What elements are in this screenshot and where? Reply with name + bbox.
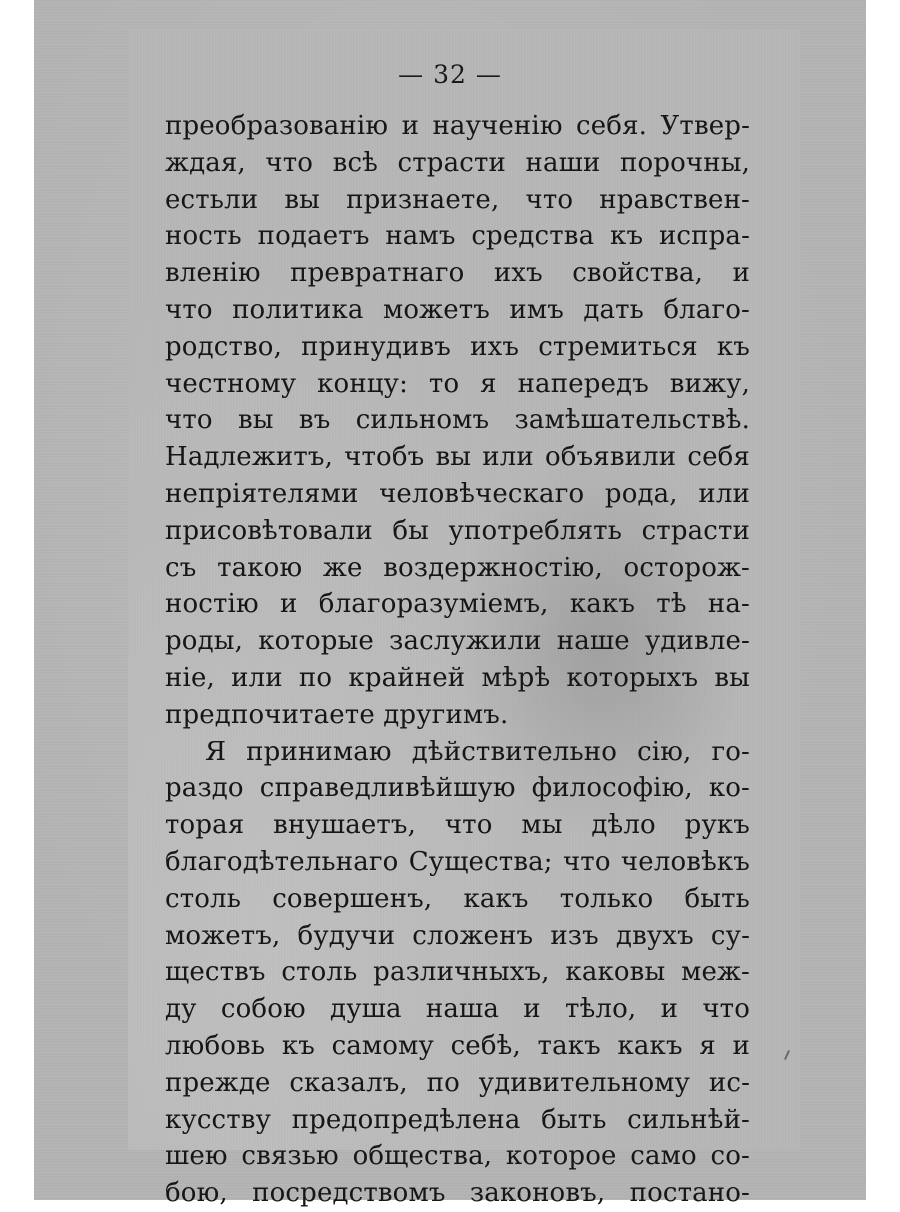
- text-line: прежде сказалъ, по удивительному ис-: [165, 1067, 750, 1098]
- text-line: торая внушаетъ, что мы дѣло рукъ: [165, 810, 750, 841]
- text-line: ждая, что всѣ страсти наши порочны,: [165, 147, 750, 178]
- text-line: ществъ столь различныхъ, каковы меж-: [165, 957, 750, 988]
- text-line: честному концу: то я напередъ вижу,: [165, 368, 750, 399]
- text-line: что вы въ сильномъ замѣшательствѣ.: [165, 405, 750, 436]
- text-line: что политика можетъ имъ дать благо-: [165, 294, 750, 325]
- text-line: благодѣтельнаго Существа; что человѣкъ: [165, 846, 750, 877]
- text-line: раздо справедливѣйшую философію, ко-: [165, 773, 750, 804]
- page-number: — 32 —: [398, 60, 502, 89]
- text-line: ностію и благоразуміемъ, какъ тѣ на-: [165, 589, 750, 620]
- paragraph-end-line: предпочитаете другимъ.: [165, 699, 509, 730]
- text-line: кусству предопредѣлена быть сильнѣй-: [165, 1104, 750, 1135]
- text-line: Надлежитъ, чтобъ вы или объявили себя: [165, 442, 750, 473]
- text-line: ду собою душа наша и тѣло, и что: [165, 994, 750, 1025]
- text-line: ніе, или по крайней мѣрѣ которыхъ вы: [165, 662, 750, 693]
- text-line: родство, принудивъ ихъ стремиться къ: [165, 331, 750, 362]
- text-line: можетъ, будучи сложенъ изъ двухъ су-: [165, 920, 750, 951]
- text-line: роды, которые заслужили наше удивле-: [165, 626, 750, 657]
- text-line: съ такою же воздержностію, осторож-: [165, 552, 750, 583]
- text-line: вленію превратнаго ихъ свойства, и: [165, 258, 750, 289]
- text-line: естьли вы признаете, что нравствен-: [165, 184, 750, 215]
- text-line: любовь къ самому себѣ, такъ какъ я и: [165, 1030, 750, 1061]
- text-line: бою, посредствомъ законовъ, постано-: [165, 1178, 750, 1209]
- text-line: непріятелями человѣческаго рода, или: [165, 478, 750, 509]
- text-line: присовѣтовали бы употреблять страсти: [165, 515, 750, 546]
- text-line: шею связью общества, которое само со-: [165, 1141, 750, 1172]
- paragraph-start-line: Я принимаю дѣйствительно сію, го-: [205, 736, 750, 767]
- text-line: ность подаетъ намъ средства къ испра-: [165, 221, 750, 252]
- text-line: преобразованію и наученію себя. Утвер-: [165, 111, 750, 141]
- body-text: [165, 108, 750, 1212]
- text-line: столь совершенъ, какъ только быть: [165, 883, 750, 914]
